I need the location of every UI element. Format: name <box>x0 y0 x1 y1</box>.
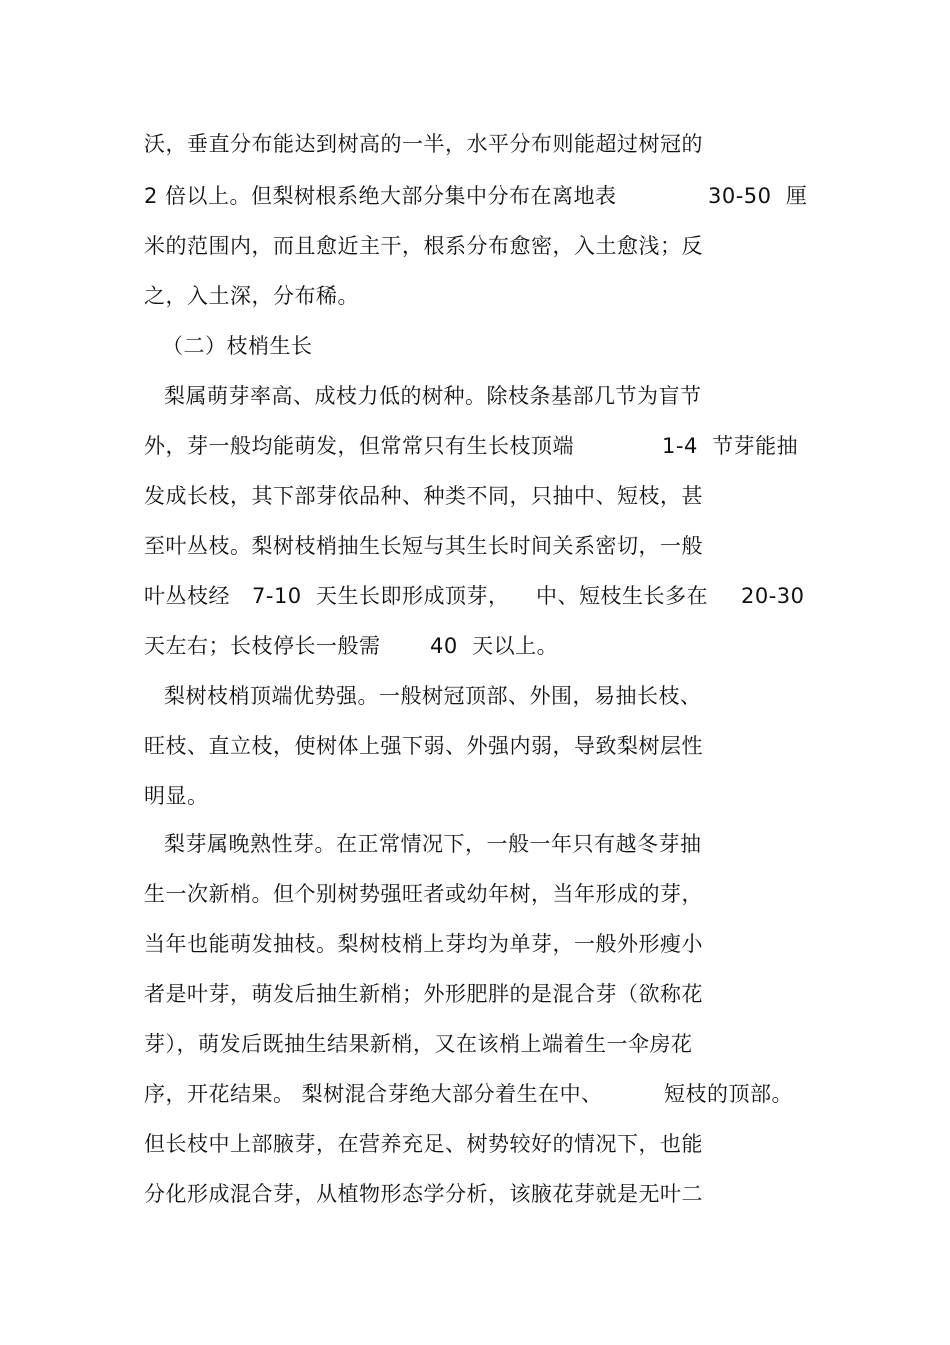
text-segment: 2 倍以上。但梨树根系绝大部分集中分布在离地表 <box>144 184 617 208</box>
text-segment: 30-50 厘 <box>708 184 808 208</box>
text-segment: 沃，垂直分布能达到树高的一半，水平分布则能超过树冠的 <box>144 132 703 156</box>
text-segment: 者是叶芽，萌发后抽生新梢；外形肥胖的是混合芽（欲称花 <box>144 982 703 1006</box>
text-segment: 叶丛枝经 <box>144 584 230 608</box>
text-segment: 20-30 <box>741 584 805 608</box>
text-segment: 生一次新梢。但个别树势强旺者或幼年树，当年形成的芽， <box>144 882 703 906</box>
text-segment: 梨属萌芽率高、成枝力低的树种。除枝条基部几节为盲节 <box>164 384 702 408</box>
text-segment: 40 天以上。 <box>430 634 559 658</box>
text-segment: 梨芽属晚熟性芽。在正常情况下，一般一年只有越冬芽抽 <box>164 832 702 856</box>
text-segment: 但长枝中上部腋芽，在营养充足、树势较好的情况下，也能 <box>144 1132 703 1156</box>
text-segment: 明显。 <box>144 784 209 808</box>
text-segment: 分化形成混合芽，从植物形态学分析，该腋花芽就是无叶二 <box>144 1182 703 1206</box>
text-segment: 芽），萌发后既抽生结果新梢，又在该梢上端着生一伞房花 <box>144 1032 693 1056</box>
text-segment: 外，芽一般均能萌发，但常常只有生长枝顶端 <box>144 434 574 458</box>
section-heading-text: （二）枝梢生长 <box>162 334 313 358</box>
text-segment: 短枝的顶部。 <box>664 1082 793 1106</box>
text-segment: 旺枝、直立枝，使树体上强下弱、外强内弱，导致梨树层性 <box>144 734 703 758</box>
text-segment: 梨树枝梢顶端优势强。一般树冠顶部、外围，易抽长枝、 <box>164 684 702 708</box>
text-segment: 之，入土深，分布稀。 <box>144 284 359 308</box>
text-segment: 米的范围内，而且愈近主干，根系分布愈密，入土愈浅；反 <box>144 234 703 258</box>
text-segment: 至叶丛枝。梨树枝梢抽生长短与其生长时间关系密切，一般 <box>144 534 703 558</box>
text-segment: 序，开花结果。 梨树混合芽绝大部分着生在中、 <box>144 1082 603 1106</box>
text-segment: 1-4 节芽能抽 <box>662 434 799 458</box>
text-segment: 发成长枝，其下部芽依品种、种类不同，只抽中、短枝，甚 <box>144 484 703 508</box>
text-segment: 中、短枝生长多在 <box>536 584 708 608</box>
text-line <box>0 1181 703 1259</box>
text-segment: 当年也能萌发抽枝。梨树枝梢上芽均为单芽，一般外形瘦小 <box>144 932 703 956</box>
text-segment: 7-10 天生长即形成顶芽， <box>252 584 510 608</box>
text-segment: 天左右；长枝停长一般需 <box>144 634 381 658</box>
